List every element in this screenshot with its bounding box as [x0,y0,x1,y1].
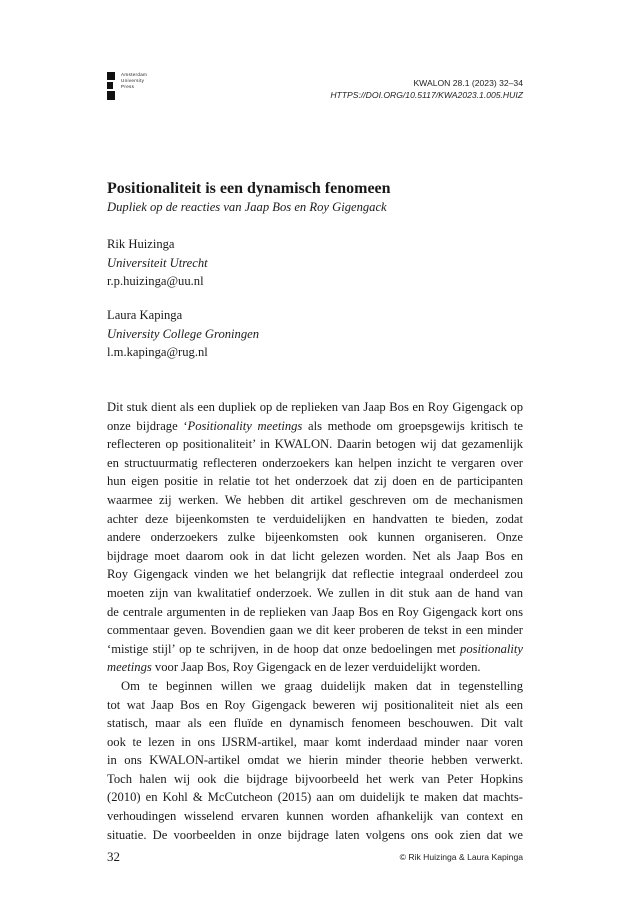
journal-header [330,77,523,101]
doi-link[interactable]: HTTPS://DOI.ORG/10.5117/KWA2023.1.005.HUIZ [330,90,523,100]
body-line: verhoudingen wisselend ervaren kunnen worden afhankelijk van context en [107,809,523,824]
body-line: waarmee zij werken. We hebben dit artikel geschreven om de mechanismen [107,492,523,507]
body-line: Toch halen wij ook die bijdrage bijvoorbeeld het werk van Peter Hopkins [107,771,523,786]
author-email[interactable]: r.p.huizinga@uu.nl [107,274,204,288]
article-title: Positionaliteit is een dynamisch fenomeen [107,180,391,197]
body-line: ‘mistige stijl’ op te schrijven, in de hoop dat onze bedoelingen met positionality [107,641,523,656]
copyright-notice: © Rik Huizinga & Laura Kapinga [399,852,523,862]
journal-citation: KWALON 28.1 (2023) 32–34 [413,78,523,88]
publisher-name: Amsterdam University Press [121,72,148,89]
body-line: statisch, maar als een fluïde en dynamisch fenomeen beschouwen. Dit valt [107,716,523,731]
author-block [107,306,259,362]
publisher-logo [107,72,147,100]
body-line: moeten zijn van kwalitatief onderzoek. We zullen in dit stuk aan de hand van [107,585,523,600]
body-line: ook te lezen in ons IJSRM-artikel, maar komt inderdaad minder naar voren [107,734,523,749]
body-line: Om te beginnen willen we graag duidelijk maken dat in tegenstelling [121,678,523,693]
author-email[interactable]: l.m.kapinga@rug.nl [107,345,208,359]
body-line: Dit stuk dient als een dupliek op de replieken van Jaap Bos en Roy Gigengack op [107,400,523,414]
author-affiliation: University College Groningen [107,326,260,341]
body-line: reflecteren op positionaliteit’ in KWALON. Daarin betogen wij dat gezamenlijk [107,437,523,452]
body-line: meetings voor Jaap Bos, Roy Gigengack en de lezer verduidelijkt worden. [107,660,481,675]
body-line: en structuurmatig reflecteren onderzoekers kan helpen inzicht te vergaren over [107,455,523,470]
page-number: 32 [107,849,120,864]
body-line: onze bijdrage ‘Positionality meetings als methode om groepsgewijs kritisch te [107,418,523,433]
body-line: achter deze bijeenkomsten te verduidelijken en handvatten te bieden, zodat [107,511,523,526]
body-line: commentaar geven. Bovendien gaan we dit keer proberen de tekst in een minder [107,623,523,638]
article-subtitle: Dupliek op de reacties van Jaap Bos en Roy Gigengack [107,200,387,214]
body-line: (2010) en Kohl & McCutcheon (2015) aan om duidelijk te maken dat machts- [107,790,523,805]
body-line: andere onderzoekers zulke bijeenkomsten ook kunnen organiseren. Onze [107,530,523,545]
body-line: de centrale argumenten in de replieken van Jaap Bos en Roy Gigengack kort ons [107,604,523,619]
body-line: tot wat Jaap Bos en Roy Gigengack beweren wij positionaliteit niet als een [107,697,523,712]
publisher-logo-mark [107,72,115,100]
body-line: bijdrage moet daarom ook in dat licht gelezen worden. Net als Jaap Bos en [107,548,523,563]
body-line: Roy Gigengack vinden we het belangrijk dat reflectie integraal onderdeel zou [107,567,523,582]
author-name: Rik Huizinga [107,237,175,251]
article-body [107,398,523,844]
body-line: in ons KWALON-artikel omdat we hierin minder theorie hebben verwerkt. [107,753,523,768]
body-line: situatie. De voorbeelden in onze bijdrage laten volgens ons ook zien dat we [107,827,523,842]
author-block [107,235,208,291]
body-line: hun eigen positie in relatie tot het onderzoek dat zij doen en de participanten [107,474,523,489]
author-affiliation: Universiteit Utrecht [107,255,208,270]
author-name: Laura Kapinga [107,308,183,322]
